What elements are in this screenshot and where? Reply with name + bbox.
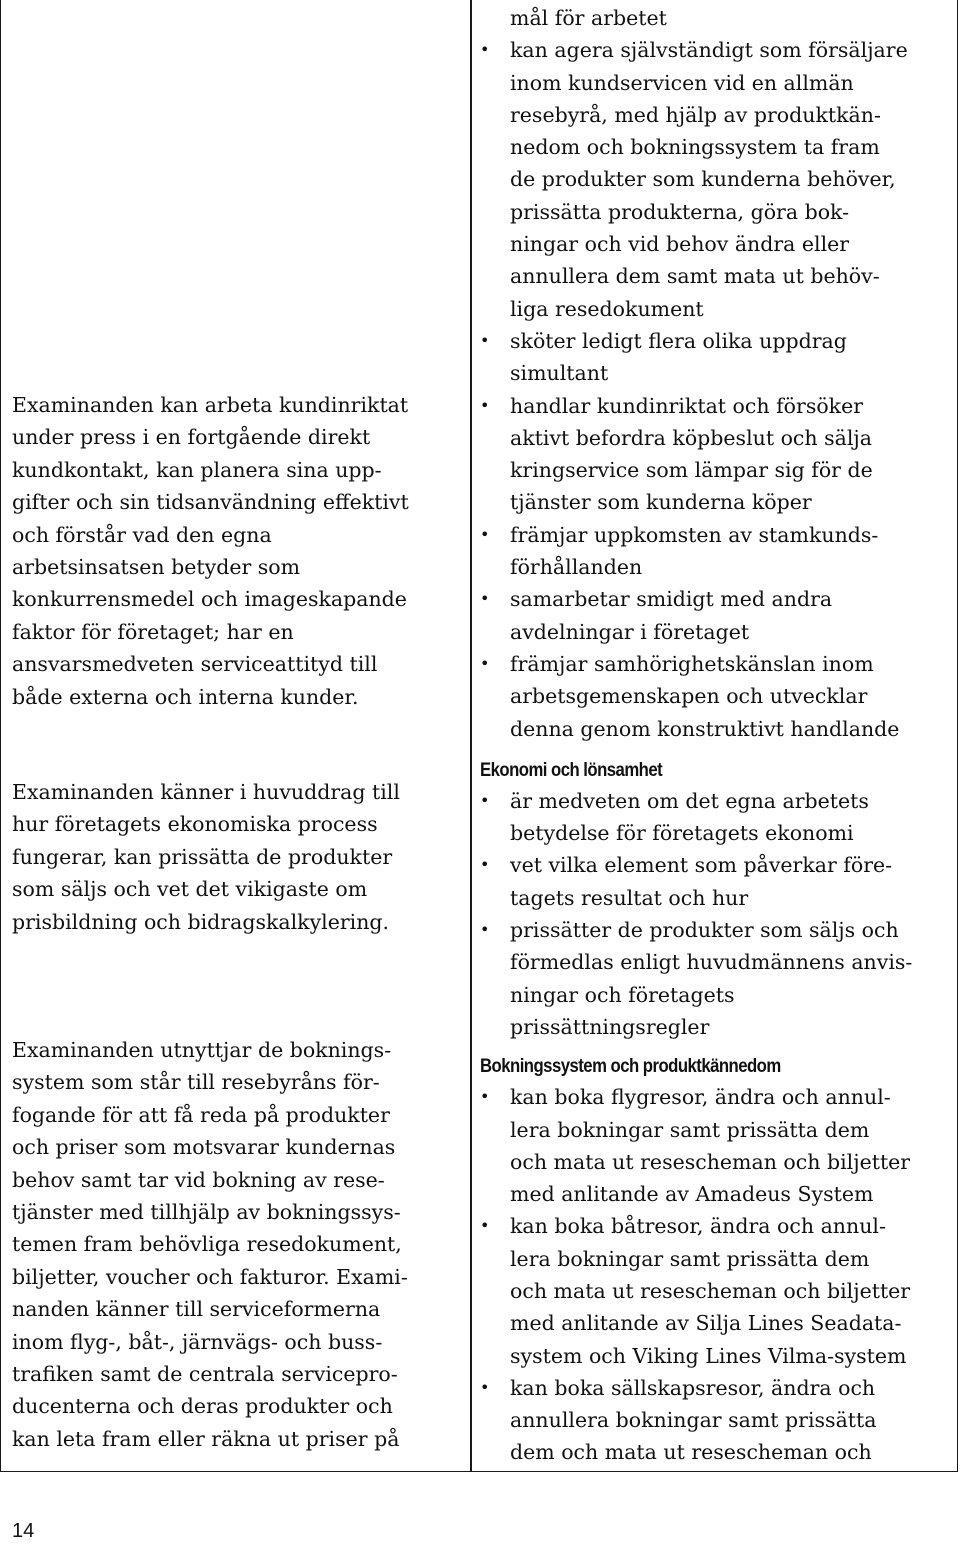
text-line: Examinanden känner i huvuddrag till	[12, 780, 400, 804]
text-line: faktor för företaget; har en	[12, 619, 294, 644]
text-line: ducenterna och deras produkter och	[12, 1394, 393, 1419]
text-line: handlar kundinriktat och försöker	[510, 393, 864, 418]
column-divider	[470, 0, 472, 1472]
text-line: ningar och företagets	[510, 982, 735, 1007]
list-item	[480, 519, 952, 584]
page-number: 14	[12, 1520, 35, 1542]
text-line: prissätter de produkter som säljs och	[510, 918, 899, 943]
text-line: arbetsgemenskapen och utvecklar	[510, 684, 868, 709]
text-line: prisbildning och bidragskalkylering.	[12, 909, 390, 934]
text-line: och mata ut resescheman och biljetter	[510, 1149, 911, 1174]
bullet-icon: •	[480, 653, 490, 673]
text-line: sköter ledigt flera olika uppdrag	[510, 328, 847, 353]
text-line: tagets resultat och hur	[510, 885, 749, 910]
bullet-icon: •	[480, 1087, 490, 1107]
text-line: kringservice som lämpar sig för de	[510, 458, 873, 483]
list-item	[480, 785, 952, 850]
bullet-icon: •	[480, 1216, 490, 1236]
text-line: främjar samhörighetskänslan inom	[510, 651, 874, 676]
text-line: inom kundservicen vid en allmän	[510, 70, 854, 95]
text-line: under press i en fortgående direkt	[12, 425, 371, 450]
text-line: konkurrensmedel och imageskapande	[12, 587, 407, 612]
bullet-icon: •	[480, 40, 490, 60]
text-line: nedom och bokningssystem ta fram	[510, 135, 880, 160]
section-heading-booking: Bokningssystem och produktkännedom	[480, 1056, 781, 1078]
bullet-icon: •	[480, 395, 490, 415]
text-line: fogande för att få reda på produkter	[12, 1102, 390, 1127]
text-line: är medveten om det egna arbetets	[510, 788, 869, 813]
text-line: annullera bokningar samt prissätta	[510, 1408, 877, 1433]
text-line: kan boka flygresor, ändra och annul-	[510, 1085, 891, 1110]
list-item	[480, 325, 952, 390]
text-line: nanden känner till serviceformerna	[12, 1297, 381, 1322]
text-line: temen fram behövliga resedokument,	[12, 1232, 402, 1257]
text-line: och förstår vad den egna	[12, 522, 272, 547]
text-line: vet vilka element som påverkar före-	[510, 853, 893, 878]
text-line: tjänster med tillhjälp av bokningssys-	[12, 1200, 401, 1225]
text-line: förmedlas enligt huvudmännens anvis-	[510, 950, 913, 975]
text-line: kan agera självständigt som försäljare	[510, 38, 908, 63]
paragraph-customer-service	[12, 389, 464, 713]
bullet-icon: •	[480, 920, 490, 940]
text-line: gifter och sin tidsanvändning effektivt	[12, 490, 409, 515]
text-line: arbetsinsatsen betyder som	[12, 555, 301, 580]
list-item	[480, 1210, 952, 1371]
bullet-icon: •	[480, 524, 490, 544]
text-line: kan leta fram eller räkna ut priser på	[12, 1426, 400, 1451]
text-line: behov samt tar vid bokning av rese-	[12, 1167, 385, 1192]
text-line: ansvarsmedveten serviceattityd till	[12, 652, 378, 677]
text-line: och mata ut resescheman och biljetter	[510, 1278, 911, 1303]
text-line: förhållanden	[510, 555, 643, 580]
paragraph-booking-systems	[12, 1034, 464, 1455]
paragraph-economy	[12, 776, 464, 938]
text-line: samarbetar smidigt med andra	[510, 587, 833, 612]
section-heading-economy: Ekonomi och lönsamhet	[480, 759, 663, 781]
text-line: inom flyg-, båt-, järnvägs- och buss-	[12, 1329, 383, 1354]
text-line: lera bokningar samt prissätta dem	[510, 1117, 870, 1142]
text-line: biljetter, voucher och fakturor. Exami-	[12, 1264, 408, 1289]
text-line: dem och mata ut resescheman och	[510, 1440, 872, 1465]
bullet-icon: •	[480, 1377, 490, 1397]
economy-list	[480, 785, 952, 1043]
text-line: avdelningar i företaget	[510, 619, 750, 644]
text-line: trafiken samt de centrala servicepro-	[12, 1362, 398, 1387]
list-item	[480, 1372, 952, 1469]
text-line: främjar uppkomsten av stamkunds-	[510, 522, 879, 547]
text-line: och priser som motsvarar kundernas	[12, 1135, 396, 1160]
text-line: hur företagets ekonomiska process	[12, 812, 378, 837]
text-line: kundkontakt, kan planera sina upp-	[12, 457, 382, 482]
text-line: kan boka båtresor, ändra och annul-	[510, 1214, 886, 1239]
text-line: kan boka sällskapsresor, ändra och	[510, 1375, 876, 1400]
text-line: lera bokningar samt prissätta dem	[510, 1246, 870, 1271]
text-line: ningar och vid behov ändra eller	[510, 232, 850, 257]
text-line: prissättningsregler	[510, 1014, 710, 1039]
text-line: med anlitande av Amadeus System	[510, 1182, 874, 1207]
text-line: simultant	[510, 361, 609, 386]
text-line: både externa och interna kunder.	[12, 684, 359, 709]
text-line: tjänster som kunderna köper	[510, 490, 812, 515]
booking-list	[480, 1081, 952, 1469]
text-line: betydelse för företagets ekonomi	[510, 821, 854, 846]
bullet-icon: •	[480, 589, 490, 609]
list-item	[480, 390, 952, 519]
text-line: Examinanden utnyttjar de boknings-	[12, 1038, 392, 1062]
text-line: annullera dem samt mata ut behöv-	[510, 264, 880, 289]
text-line: Examinanden kan arbeta kundinriktat	[12, 393, 409, 417]
text-line: aktivt befordra köpbeslut och sälja	[510, 425, 873, 450]
list-item	[480, 1081, 952, 1210]
list-item	[480, 583, 952, 648]
bullet-icon: •	[480, 330, 490, 350]
text-line: system och Viking Lines Vilma-system	[510, 1343, 907, 1368]
text-line: fungerar, kan prissätta de produkter	[12, 844, 393, 869]
bullet-icon: •	[480, 790, 490, 810]
text-line: de produkter som kunderna behöver,	[510, 167, 896, 192]
list-item	[480, 849, 952, 914]
text-line: system som står till resebyråns för-	[12, 1070, 380, 1095]
text-line: denna genom konstruktivt handlande	[510, 716, 900, 741]
goals-list	[480, 34, 952, 745]
right-column	[480, 2, 952, 1469]
list-item	[480, 914, 952, 1043]
bullet-icon: •	[480, 855, 490, 875]
text-line: med anlitande av Silja Lines Seadata-	[510, 1311, 902, 1336]
text-line: liga resedokument	[510, 296, 704, 321]
list-item	[480, 648, 952, 745]
text-line: som säljs och vet det vikigaste om	[12, 877, 368, 902]
intro-line: mål för arbetet	[510, 6, 667, 30]
text-line: prissätta produkterna, göra bok-	[510, 199, 850, 224]
text-line: resebyrå, med hjälp av produktkän-	[510, 102, 881, 127]
list-item	[480, 34, 952, 325]
